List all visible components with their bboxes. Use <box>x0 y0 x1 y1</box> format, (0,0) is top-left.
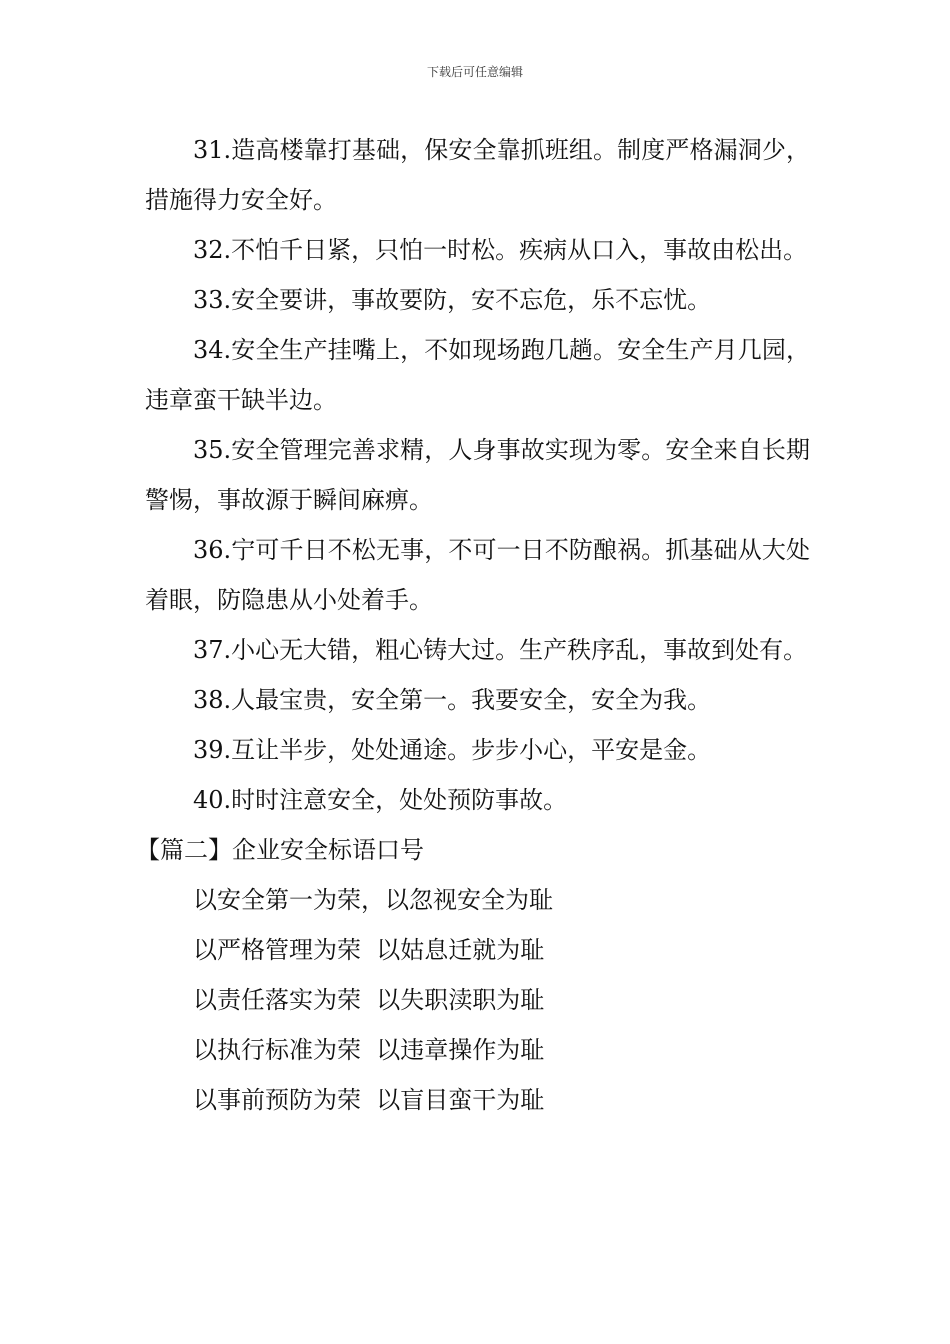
paragraph-38: 38.人最宝贵，安全第一。我要安全，安全为我。 <box>193 686 712 714</box>
paragraph-34: 34.安全生产挂嘴上，不如现场跑几趟。安全生产月几园，违章蛮干缺半边。 <box>145 336 810 414</box>
slogan-line: 以安全第一为荣，以忽视安全为耻 <box>193 886 553 914</box>
paragraph-33: 33.安全要讲，事故要防，安不忘危，乐不忘忧。 <box>193 286 712 314</box>
slogan-line: 以事前预防为荣 以盲目蛮干为耻 <box>193 1086 545 1114</box>
paragraph-35: 35.安全管理完善求精，人身事故实现为零。安全来自长期警惕，事故源于瞬间麻痹。 <box>145 436 810 514</box>
paragraph-31: 31.造高楼靠打基础，保安全靠抓班组。制度严格漏洞少，措施得力安全好。 <box>145 136 810 214</box>
document-body <box>136 125 810 1125</box>
slogan-line: 以严格管理为荣 以姑息迁就为耻 <box>193 936 545 964</box>
slogan-line: 以执行标准为荣 以违章操作为耻 <box>193 1036 545 1064</box>
slogan-line: 以责任落实为荣 以失职渎职为耻 <box>193 986 545 1014</box>
paragraph-32: 32.不怕千日紧，只怕一时松。疾病从口入，事故由松出。 <box>193 236 808 264</box>
page-header: 下载后可任意编辑 <box>426 65 523 79</box>
paragraph-39: 39.互让半步，处处通途。步步小心，平安是金。 <box>193 736 712 764</box>
section-heading: 【篇二】企业安全标语口号 <box>136 836 424 864</box>
paragraph-40: 40.时时注意安全，处处预防事故。 <box>193 786 568 814</box>
paragraph-37: 37.小心无大错，粗心铸大过。生产秩序乱，事故到处有。 <box>193 636 808 664</box>
paragraph-36: 36.宁可千日不松无事，不可一日不防酿祸。抓基础从大处着眼，防隐患从小处着手。 <box>145 536 810 614</box>
